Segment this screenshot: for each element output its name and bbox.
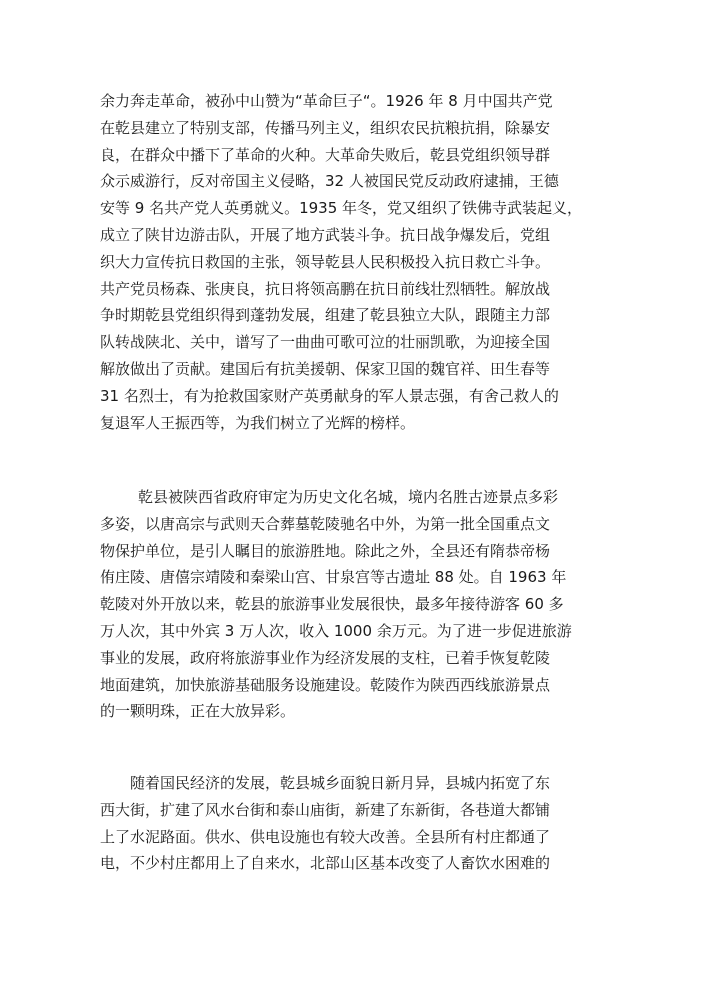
text-line: 余力奔走革命，被孙中山赞为“革命巨子“。1926 年 8 月中国共产党 — [100, 92, 553, 110]
text-line: 众示威游行，反对帝国主义侵略，32 人被国民党反动政府逮捕，王德 — [100, 172, 559, 191]
text-line: 成立了陕甘边游击队，开展了地方武装斗争。抗日战争爆发后，党组 — [100, 225, 551, 244]
text-line: 织大力宣传抗日救国的主张，领导乾县人民积极投入抗日救亡斗争。 — [100, 252, 551, 271]
paragraph-tourism — [100, 484, 620, 725]
text-line: 争时期乾县党组织得到蓬勃发展，组建了乾县独立大队，跟随主力部 — [100, 306, 551, 325]
paragraph-revolutionary-history — [100, 88, 620, 436]
text-line: 共产党员杨森、张庚良，抗日将领高鹏在抗日前线壮烈牺牲。解放战 — [100, 279, 551, 298]
text-line: 安等 9 名共产党人英勇就义。1935 年冬，党又组织了铁佛寺武装起义， — [100, 199, 583, 218]
text-line: 良，在群众中播下了革命的火种。大革命失败后，乾县党组织领导群 — [100, 145, 551, 164]
text-line: 复退军人王振西等，为我们树立了光辉的榜样。 — [100, 413, 416, 432]
text-line: 电，不少村庄都用上了自来水，北部山区基本改变了人畜饮水困难的 — [100, 854, 551, 873]
text-line: 31 名烈士，有为抢救国家财产英勇献身的军人景志强，有舍己救人的 — [100, 386, 559, 405]
text-line: 地面建筑，加快旅游基础服务设施建设。乾陵作为陕西西线旅游景点 — [100, 675, 551, 694]
text-line: 的一颗明珠，正在大放异彩。 — [100, 702, 296, 721]
text-line: 解放做出了贡献。建国后有抗美援朝、保家卫国的魏官祥、田生春等 — [100, 359, 551, 378]
text-line: 万人次，其中外宾 3 万人次，收入 1000 余万元。为了进一步促进旅游 — [100, 621, 572, 640]
text-line: 物保护单位，是引人瞩目的旅游胜地。除此之外，全县还有隋恭帝杨 — [100, 541, 551, 560]
paragraph-economic-development — [100, 770, 620, 877]
text-line: 多姿，以唐高宗与武则天合葬墓乾陵驰名中外，为第一批全国重点文 — [100, 514, 551, 533]
text-line: 事业的发展，政府将旅游事业作为经济发展的支柱，已着手恢复乾陵 — [100, 648, 551, 667]
text-line: 西大街，扩建了风水台街和泰山庙街，新建了东新街，各巷道大都铺 — [100, 800, 551, 819]
text-line: 上了水泥路面。供水、供电设施也有较大改善。全县所有村庄都通了 — [100, 827, 551, 846]
text-line: 乾陵对外开放以来，乾县的旅游事业发展很快，最多年接待游客 60 多 — [100, 595, 564, 614]
text-line-indented: 乾县被陕西省政府审定为历史文化名城，境内名胜古迹景点多彩 — [138, 488, 559, 506]
text-line: 队转战陕北、关中，谱写了一曲曲可歌可泣的壮丽凯歌，为迎接全国 — [100, 333, 551, 352]
text-line: 在乾县建立了特别支部，传播马列主义，组织农民抗粮抗捐，除暴安 — [100, 118, 551, 137]
text-line-indented: 随着国民经济的发展，乾县城乡面貌日新月异，县城内拓宽了东 — [130, 774, 551, 792]
text-line: 侑庄陵、唐僖宗靖陵和秦梁山宫、甘泉宫等古遗址 88 处。自 1963 年 — [100, 568, 567, 587]
